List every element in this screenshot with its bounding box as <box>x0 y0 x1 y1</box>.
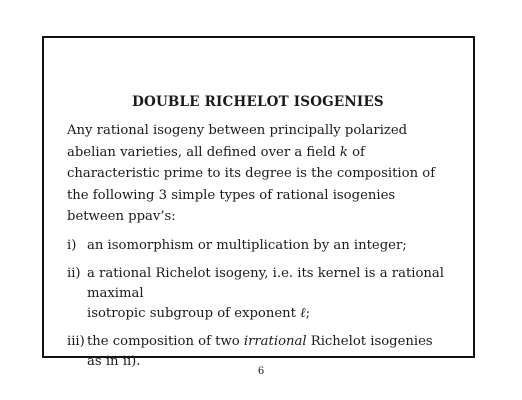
list-item-label: ii) <box>67 265 81 281</box>
intro-text-part1: Any rational isogeny between principally polarized abelian varieties, all defined over a field <box>67 123 408 160</box>
slide-frame <box>42 36 475 369</box>
list-item-text-part1: the composition of two <box>87 333 244 349</box>
list-item-text: an isomorphism or multiplication by an integer; <box>87 237 407 253</box>
emphasized-word: irrational <box>243 333 307 349</box>
list-item-ii <box>67 264 449 324</box>
list-item-line1: a rational Richelot isogeny, i.e. its kernel is a rational maximal <box>87 265 444 301</box>
slide-title: DOUBLE RICHELOT ISOGENIES <box>132 94 384 110</box>
variable-k: k <box>339 144 348 160</box>
list-item-text-part2: Richelot isogenies as in ii). <box>87 333 433 369</box>
intro-text-part2: of characteristic prime to its degree is the composition of the following 3 simple types of rational isogenies between ppav’s: <box>67 144 436 224</box>
variable-ell: ℓ <box>300 305 306 321</box>
list-item-label: iii) <box>67 333 85 349</box>
list-item-line2-text: isotropic subgroup of exponent <box>87 305 301 321</box>
list-item-i <box>67 236 449 256</box>
list-item-line2-end: ; <box>305 305 311 321</box>
list-item-label: i) <box>67 237 77 253</box>
intro-paragraph <box>67 120 449 228</box>
page-number: 6 <box>257 366 265 377</box>
list-item-body <box>87 264 449 324</box>
list-item-line2 <box>87 306 310 321</box>
